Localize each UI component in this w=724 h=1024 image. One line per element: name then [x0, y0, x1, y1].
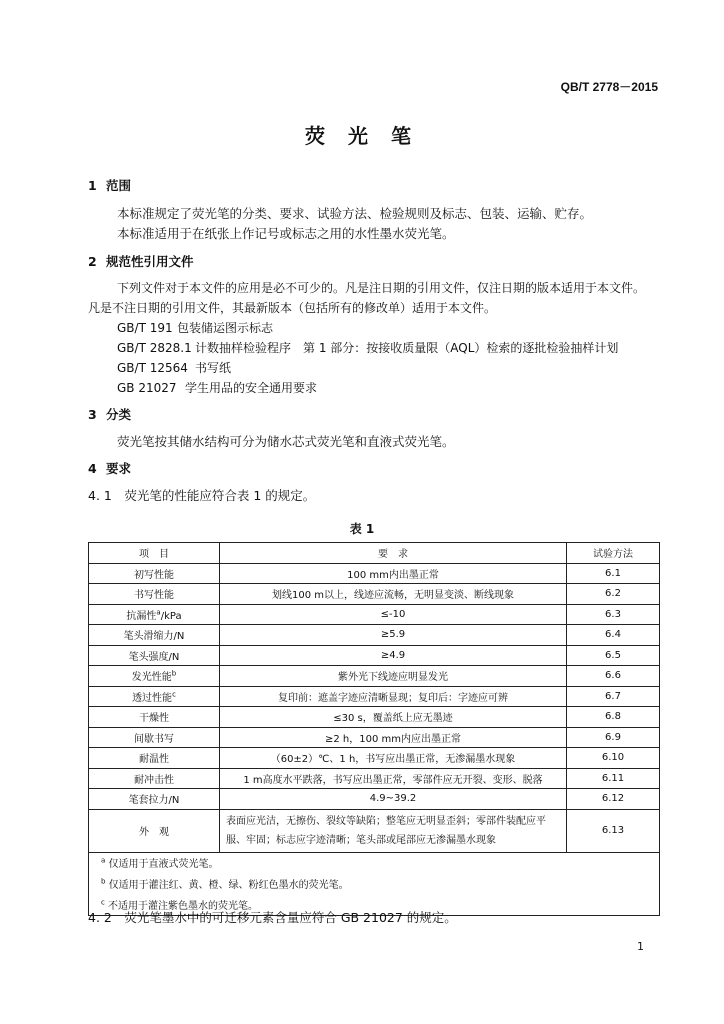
section-1-paragraph-2: 本标准适用于在纸张上作记号或标志之用的水性墨水荧光笔。	[117, 226, 455, 241]
table-row	[89, 563, 660, 584]
section-title: 要求	[106, 461, 132, 476]
header-requirement: 要 求	[220, 543, 567, 564]
section-1-heading	[88, 176, 131, 194]
table-row	[89, 666, 660, 687]
row-method: 6.12	[567, 789, 660, 810]
note-mark: a	[101, 856, 106, 865]
section-number: 2	[88, 254, 97, 269]
reference-name: 计数抽样检验程序 第 1 部分：按接收质量限（AQL）检索的逐批检验抽样计划	[195, 341, 619, 355]
row-item: 笔套拉力/N	[89, 789, 220, 810]
row-item	[89, 604, 220, 625]
row-item	[89, 686, 220, 707]
row-method: 6.9	[567, 727, 660, 748]
row-requirement: 4.9~39.2	[220, 789, 567, 810]
row-item: 书写性能	[89, 584, 220, 605]
table-row	[89, 625, 660, 646]
row-requirement: ≤-10	[220, 604, 567, 625]
section-title: 分类	[106, 407, 132, 422]
row-requirement: （60±2）℃、1 h，书写应出墨正常，无渗漏墨水现象	[220, 748, 567, 769]
table-row	[89, 604, 660, 625]
row-method: 6.4	[567, 625, 660, 646]
section-2-paragraph-line-2: 凡是不注日期的引用文件，其最新版本（包括所有的修改单）适用于本文件。	[88, 301, 497, 315]
row-method: 6.8	[567, 707, 660, 728]
item-label: 抗漏性	[126, 610, 157, 622]
reference-code: GB/T 12564	[117, 361, 188, 375]
row-item: 耐冲击性	[89, 768, 220, 789]
table-caption: 表 1	[349, 522, 375, 536]
row-method: 6.7	[567, 686, 660, 707]
row-requirement: ≤30 s，覆盖纸上应无墨迹	[220, 707, 567, 728]
table-note	[89, 852, 660, 873]
requirements-table	[88, 542, 660, 916]
row-method: 6.2	[567, 584, 660, 605]
row-requirement: 1 m高度水平跌落，书写应出墨正常，零部件应无开裂、变形、脱落	[220, 768, 567, 789]
section-3-paragraph: 荧光笔按其储水结构可分为储水芯式荧光笔和直液式荧光笔。	[117, 434, 455, 449]
footnote-mark: a	[156, 608, 161, 617]
section-2-paragraph-line-1: 下列文件对于本文件的应用是必不可少的。凡是注日期的引用文件，仅注日期的版本适用于本文件。	[117, 281, 646, 295]
reference-code: GB/T 191	[117, 321, 173, 335]
table-row	[89, 707, 660, 728]
footnote-mark: b	[171, 669, 177, 678]
section-title: 范围	[106, 178, 132, 193]
header-test-method: 试验方法	[567, 543, 660, 564]
row-requirement: ≥2 h，100 mm内应出墨正常	[220, 727, 567, 748]
row-item: 初写性能	[89, 563, 220, 584]
row-requirement: 划线100 m以上，线迹应流畅，无明显变淡、断线现象	[220, 584, 567, 605]
row-item	[89, 666, 220, 687]
section-2-heading	[88, 252, 194, 270]
section-4-heading	[88, 459, 131, 477]
reference-item	[117, 379, 317, 396]
row-method: 6.6	[567, 666, 660, 687]
footnote-mark: c	[172, 690, 176, 699]
note-text: 仅适用于直液式荧光笔。	[108, 859, 219, 871]
header-item: 项 目	[89, 543, 220, 564]
row-method: 6.11	[567, 768, 660, 789]
section-3-heading	[88, 405, 131, 423]
item-unit: /kPa	[160, 610, 182, 622]
table-row	[89, 809, 660, 852]
row-method: 6.3	[567, 604, 660, 625]
table-row	[89, 768, 660, 789]
reference-name: 学生用品的安全通用要求	[185, 381, 318, 395]
row-method: 6.1	[567, 563, 660, 584]
row-method: 6.13	[567, 809, 660, 852]
note-mark: b	[101, 877, 106, 886]
table-row	[89, 789, 660, 810]
reference-item	[117, 339, 618, 356]
row-item: 笔头强度/N	[89, 645, 220, 666]
clause-4-2: 4. 2 荧光笔墨水中的可迁移元素含量应符合 GB 21027 的规定。	[88, 910, 457, 925]
item-label: 发光性能	[131, 672, 172, 684]
item-label: 透过性能	[132, 692, 173, 704]
row-method: 6.10	[567, 748, 660, 769]
section-title: 规范性引用文件	[106, 254, 194, 269]
section-1-paragraph-1: 本标准规定了荧光笔的分类、要求、试验方法、检验规则及标志、包装、运输、贮存。	[117, 206, 593, 221]
table-row	[89, 748, 660, 769]
row-method: 6.5	[567, 645, 660, 666]
row-item: 笔头滑缩力/N	[89, 625, 220, 646]
reference-name: 包装储运图示标志	[177, 321, 274, 335]
row-requirement: 100 mm内出墨正常	[220, 563, 567, 584]
section-number: 4	[88, 461, 97, 476]
table-row	[89, 584, 660, 605]
row-requirement: 紫外光下线迹应明显发光	[220, 666, 567, 687]
reference-name: 书写纸	[195, 361, 232, 375]
row-requirement: 复印前：遮盖字迹应清晰显现；复印后：字迹应可辨	[220, 686, 567, 707]
standard-number: QB/T 2778－2015	[560, 80, 658, 94]
row-requirement: ≥5.9	[220, 625, 567, 646]
note-mark: c	[101, 898, 105, 907]
note-text: 不适用于灌注紫色墨水的荧光笔。	[108, 900, 259, 912]
table-note-row	[89, 852, 660, 873]
section-number: 1	[88, 178, 97, 193]
clause-4-1: 4. 1 荧光笔的性能应符合表 1 的规定。	[88, 488, 316, 503]
table-header-row	[89, 543, 660, 564]
row-item: 外 观	[89, 809, 220, 852]
section-number: 3	[88, 407, 97, 422]
table-row	[89, 727, 660, 748]
row-item: 耐温性	[89, 748, 220, 769]
table-note-row	[89, 873, 660, 894]
table-row	[89, 686, 660, 707]
reference-code: GB/T 2828.1	[117, 341, 192, 355]
reference-item	[117, 319, 273, 336]
page-number: 1	[637, 940, 644, 953]
document-title: 荧 光 笔	[305, 124, 419, 148]
note-text: 仅适用于灌注红、黄、橙、绿、粉红色墨水的荧光笔。	[108, 880, 349, 891]
reference-code: GB 21027	[117, 381, 177, 395]
row-item: 间歇书写	[89, 727, 220, 748]
table-row	[89, 645, 660, 666]
row-requirement: ≥4.9	[220, 645, 567, 666]
table-note	[89, 873, 660, 894]
reference-item	[117, 359, 231, 376]
row-requirement: 表面应光洁，无擦伤、裂纹等缺陷；整笔应无明显歪斜；零部件装配应平服、牢固；标志应字迹清晰；笔头部或尾部应无渗漏墨水现象	[220, 809, 567, 852]
row-item: 干燥性	[89, 707, 220, 728]
